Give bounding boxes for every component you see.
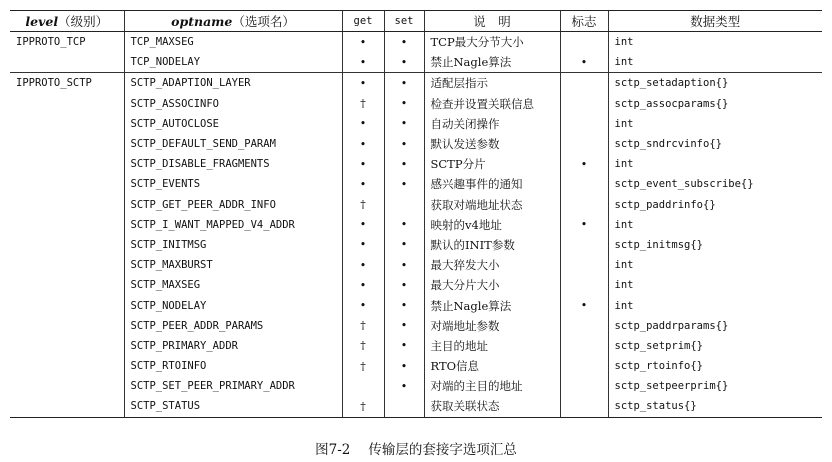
header-level: level（级别） bbox=[10, 11, 124, 32]
cell-set: • bbox=[384, 356, 424, 376]
cell-level bbox=[10, 94, 124, 114]
cell-optname: SCTP_ADAPTION_LAYER bbox=[124, 73, 342, 94]
cell-optname: SCTP_EVENTS bbox=[124, 174, 342, 194]
socket-options-table bbox=[10, 10, 822, 418]
cell-description: TCP最大分节大小 bbox=[424, 32, 560, 53]
cell-optname: SCTP_NODELAY bbox=[124, 295, 342, 315]
cell-optname: SCTP_DISABLE_FRAGMENTS bbox=[124, 154, 342, 174]
cell-data-type: int bbox=[608, 32, 822, 53]
cell-optname: SCTP_STATUS bbox=[124, 396, 342, 417]
cell-get: • bbox=[342, 295, 384, 315]
cell-get: • bbox=[342, 255, 384, 275]
cell-get: • bbox=[342, 215, 384, 235]
cell-data-type: int bbox=[608, 255, 822, 275]
cell-flag: • bbox=[560, 154, 608, 174]
cell-level bbox=[10, 396, 124, 417]
cell-get: • bbox=[342, 174, 384, 194]
cell-optname: SCTP_DEFAULT_SEND_PARAM bbox=[124, 134, 342, 154]
cell-flag: • bbox=[560, 215, 608, 235]
table-row bbox=[10, 295, 822, 315]
cell-data-type: sctp_event_subscribe{} bbox=[608, 174, 822, 194]
table-row bbox=[10, 275, 822, 295]
header-row bbox=[10, 11, 822, 32]
cell-set: • bbox=[384, 255, 424, 275]
cell-set: • bbox=[384, 154, 424, 174]
table-row bbox=[10, 52, 822, 73]
cell-description: 适配层指示 bbox=[424, 73, 560, 94]
cell-get bbox=[342, 376, 384, 396]
table-row bbox=[10, 32, 822, 53]
table-row bbox=[10, 356, 822, 376]
cell-level bbox=[10, 195, 124, 215]
cell-get: • bbox=[342, 114, 384, 134]
cell-set: • bbox=[384, 94, 424, 114]
cell-flag bbox=[560, 134, 608, 154]
cell-get: † bbox=[342, 195, 384, 215]
cell-data-type: int bbox=[608, 154, 822, 174]
cell-data-type: int bbox=[608, 295, 822, 315]
cell-level bbox=[10, 52, 124, 73]
cell-data-type: sctp_paddrinfo{} bbox=[608, 195, 822, 215]
cell-set: • bbox=[384, 114, 424, 134]
cell-data-type: int bbox=[608, 52, 822, 73]
table-row bbox=[10, 134, 822, 154]
cell-level bbox=[10, 114, 124, 134]
cell-level bbox=[10, 316, 124, 336]
cell-get: † bbox=[342, 396, 384, 417]
cell-description: RTO信息 bbox=[424, 356, 560, 376]
cell-set: • bbox=[384, 235, 424, 255]
cell-flag bbox=[560, 376, 608, 396]
cell-flag bbox=[560, 356, 608, 376]
cell-get: † bbox=[342, 316, 384, 336]
cell-data-type: int bbox=[608, 114, 822, 134]
cell-level bbox=[10, 134, 124, 154]
table-row bbox=[10, 114, 822, 134]
cell-set: • bbox=[384, 376, 424, 396]
table-row bbox=[10, 215, 822, 235]
cell-level: IPPROTO_TCP bbox=[10, 32, 124, 53]
cell-data-type: sctp_initmsg{} bbox=[608, 235, 822, 255]
cell-set: • bbox=[384, 275, 424, 295]
cell-optname: SCTP_I_WANT_MAPPED_V4_ADDR bbox=[124, 215, 342, 235]
cell-flag bbox=[560, 73, 608, 94]
cell-level: IPPROTO_SCTP bbox=[10, 73, 124, 94]
cell-set: • bbox=[384, 316, 424, 336]
table-row bbox=[10, 73, 822, 94]
cell-flag bbox=[560, 94, 608, 114]
cell-optname: SCTP_SET_PEER_PRIMARY_ADDR bbox=[124, 376, 342, 396]
cell-description: 最大猝发大小 bbox=[424, 255, 560, 275]
caption-text: 传输层的套接字选项汇总 bbox=[368, 442, 517, 458]
table-row bbox=[10, 154, 822, 174]
cell-description: 获取对端地址状态 bbox=[424, 195, 560, 215]
cell-flag bbox=[560, 174, 608, 194]
cell-optname: SCTP_MAXBURST bbox=[124, 255, 342, 275]
cell-level bbox=[10, 356, 124, 376]
table-row bbox=[10, 235, 822, 255]
cell-description: 感兴趣事件的通知 bbox=[424, 174, 560, 194]
cell-data-type: sctp_setadaption{} bbox=[608, 73, 822, 94]
header-set: set bbox=[384, 11, 424, 32]
cell-optname: SCTP_GET_PEER_ADDR_INFO bbox=[124, 195, 342, 215]
cell-data-type: sctp_rtoinfo{} bbox=[608, 356, 822, 376]
cell-set bbox=[384, 195, 424, 215]
cell-data-type: sctp_sndrcvinfo{} bbox=[608, 134, 822, 154]
cell-get: • bbox=[342, 73, 384, 94]
cell-description: 获取关联状态 bbox=[424, 396, 560, 417]
cell-level bbox=[10, 336, 124, 356]
cell-level bbox=[10, 235, 124, 255]
figure-caption bbox=[0, 438, 832, 458]
cell-get: • bbox=[342, 134, 384, 154]
caption-number: 图7-2 bbox=[315, 442, 351, 458]
cell-data-type: sctp_paddrparams{} bbox=[608, 316, 822, 336]
cell-description: 映射的v4地址 bbox=[424, 215, 560, 235]
cell-data-type: sctp_setpeerprim{} bbox=[608, 376, 822, 396]
cell-level bbox=[10, 174, 124, 194]
cell-set: • bbox=[384, 336, 424, 356]
cell-set bbox=[384, 396, 424, 417]
cell-set: • bbox=[384, 295, 424, 315]
cell-description: 最大分片大小 bbox=[424, 275, 560, 295]
cell-set: • bbox=[384, 134, 424, 154]
header-get: get bbox=[342, 11, 384, 32]
cell-get: † bbox=[342, 336, 384, 356]
cell-optname: SCTP_RTOINFO bbox=[124, 356, 342, 376]
cell-level bbox=[10, 275, 124, 295]
cell-flag bbox=[560, 114, 608, 134]
cell-description: 禁止Nagle算法 bbox=[424, 295, 560, 315]
table-row bbox=[10, 396, 822, 417]
table-row bbox=[10, 316, 822, 336]
cell-data-type: int bbox=[608, 275, 822, 295]
cell-level bbox=[10, 215, 124, 235]
table-row bbox=[10, 376, 822, 396]
cell-data-type: sctp_status{} bbox=[608, 396, 822, 417]
cell-description: 对端的主目的地址 bbox=[424, 376, 560, 396]
cell-optname: SCTP_AUTOCLOSE bbox=[124, 114, 342, 134]
cell-description: 禁止Nagle算法 bbox=[424, 52, 560, 73]
cell-set: • bbox=[384, 52, 424, 73]
header-flag: 标志 bbox=[560, 11, 608, 32]
cell-flag bbox=[560, 316, 608, 336]
cell-level bbox=[10, 154, 124, 174]
cell-set: • bbox=[384, 73, 424, 94]
socket-options-table-wrapper bbox=[10, 10, 822, 418]
cell-optname: TCP_NODELAY bbox=[124, 52, 342, 73]
cell-get: • bbox=[342, 235, 384, 255]
cell-get: • bbox=[342, 32, 384, 53]
cell-optname: SCTP_PEER_ADDR_PARAMS bbox=[124, 316, 342, 336]
cell-get: † bbox=[342, 356, 384, 376]
cell-level bbox=[10, 295, 124, 315]
cell-get: • bbox=[342, 154, 384, 174]
cell-get: • bbox=[342, 52, 384, 73]
cell-flag bbox=[560, 195, 608, 215]
header-optname: optname（选项名） bbox=[124, 11, 342, 32]
table-row bbox=[10, 174, 822, 194]
cell-level bbox=[10, 376, 124, 396]
cell-data-type: sctp_assocparams{} bbox=[608, 94, 822, 114]
table-row bbox=[10, 255, 822, 275]
cell-get: † bbox=[342, 94, 384, 114]
cell-description: 检查并设置关联信息 bbox=[424, 94, 560, 114]
cell-flag: • bbox=[560, 52, 608, 73]
cell-flag bbox=[560, 396, 608, 417]
cell-flag bbox=[560, 235, 608, 255]
cell-set: • bbox=[384, 32, 424, 53]
cell-flag bbox=[560, 32, 608, 53]
cell-description: SCTP分片 bbox=[424, 154, 560, 174]
cell-description: 主目的地址 bbox=[424, 336, 560, 356]
cell-optname: TCP_MAXSEG bbox=[124, 32, 342, 53]
cell-description: 对端地址参数 bbox=[424, 316, 560, 336]
cell-level bbox=[10, 255, 124, 275]
cell-optname: SCTP_PRIMARY_ADDR bbox=[124, 336, 342, 356]
header-description: 说 明 bbox=[424, 11, 560, 32]
cell-description: 默认发送参数 bbox=[424, 134, 560, 154]
cell-data-type: sctp_setprim{} bbox=[608, 336, 822, 356]
table-row bbox=[10, 94, 822, 114]
cell-description: 默认的INIT参数 bbox=[424, 235, 560, 255]
cell-set: • bbox=[384, 174, 424, 194]
header-data-type: 数据类型 bbox=[608, 11, 822, 32]
cell-optname: SCTP_INITMSG bbox=[124, 235, 342, 255]
cell-data-type: int bbox=[608, 215, 822, 235]
cell-flag bbox=[560, 336, 608, 356]
cell-flag: • bbox=[560, 295, 608, 315]
cell-optname: SCTP_ASSOCINFO bbox=[124, 94, 342, 114]
cell-description: 自动关闭操作 bbox=[424, 114, 560, 134]
table-row bbox=[10, 336, 822, 356]
cell-optname: SCTP_MAXSEG bbox=[124, 275, 342, 295]
cell-set: • bbox=[384, 215, 424, 235]
table-row bbox=[10, 195, 822, 215]
cell-flag bbox=[560, 275, 608, 295]
table-body bbox=[10, 32, 822, 418]
cell-flag bbox=[560, 255, 608, 275]
cell-get: • bbox=[342, 275, 384, 295]
